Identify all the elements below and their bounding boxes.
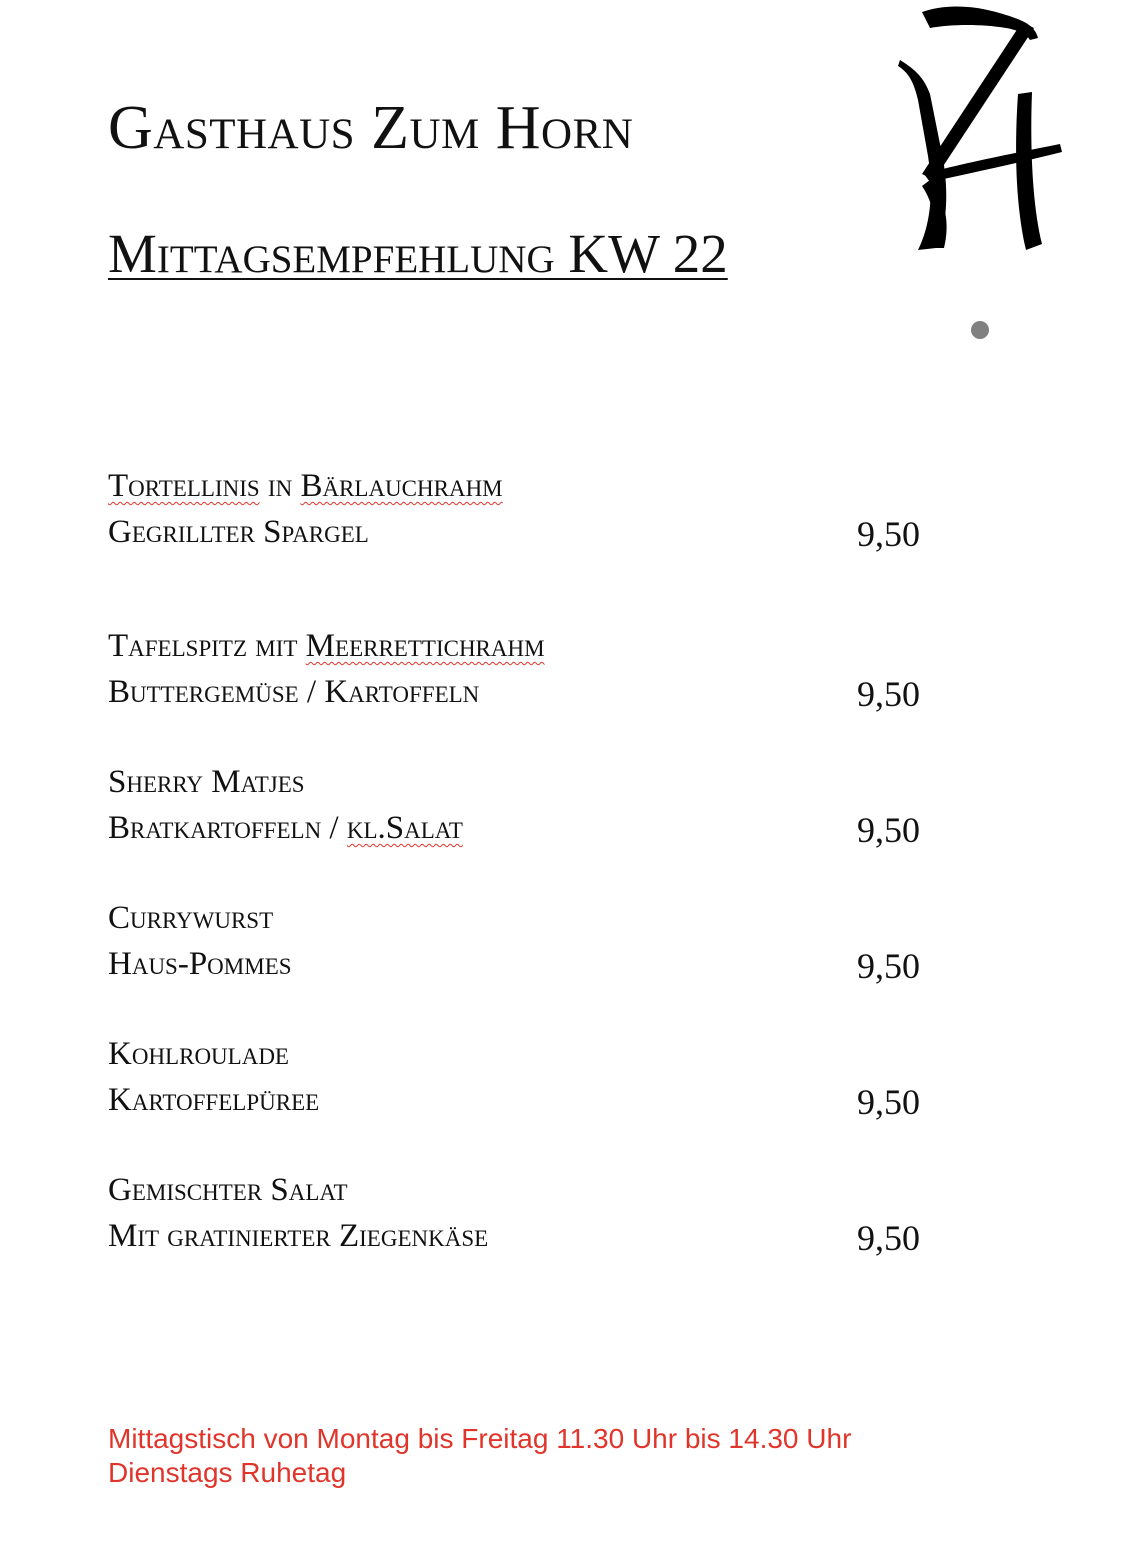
dish-side-part: kl.Salat (346, 810, 463, 846)
dish-price: 9,50 (857, 810, 920, 850)
menu-item (108, 1170, 928, 1262)
dish-name-part: in (259, 468, 301, 504)
dish-side: Kartoffelpüree (108, 1082, 320, 1118)
rest-day: Dienstags Ruhetag (108, 1457, 347, 1488)
menu-item (108, 1034, 928, 1126)
dish-name-part: Tafelspitz mit (108, 628, 306, 664)
menu-item (108, 762, 928, 854)
dish-side: Mit gratinierter Ziegenkäse (108, 1218, 489, 1254)
monogram-logo (890, 4, 1070, 254)
dish-name: Gemischter Salat (108, 1172, 348, 1208)
dish-price: 9,50 (857, 674, 920, 714)
dish-name (108, 626, 545, 666)
restaurant-name: Gasthaus Zum Horn (108, 94, 634, 162)
dish-name-part: Meerrettichrahm (305, 628, 545, 664)
gray-dot (971, 321, 989, 339)
dish-name (108, 466, 503, 506)
dish-name-part: Tortellinis (108, 468, 260, 504)
dish-price: 9,50 (857, 1218, 920, 1258)
dish-price: 9,50 (857, 946, 920, 986)
dish-side-part: Bratkartoffeln / (108, 810, 347, 846)
dish-side: Haus-Pommes (108, 946, 292, 982)
menu-item (108, 898, 928, 990)
dish-side: Gegrillter Spargel (108, 514, 369, 550)
menu-item (108, 466, 928, 558)
dish-name: Kohlroulade (108, 1036, 289, 1072)
opening-hours: Mittagstisch von Montag bis Freitag 11.30 Uhr bis 14.30 Uhr (108, 1423, 852, 1454)
dish-name-part: Bärlauchrahm (300, 468, 503, 504)
opening-hours-note (108, 1422, 851, 1490)
dish-side: Buttergemüse / Kartoffeln (108, 674, 480, 710)
dish-side (108, 808, 463, 848)
dish-name: Currywurst (108, 900, 274, 936)
menu-heading: Mittagsempfehlung KW 22 (108, 223, 728, 284)
dish-name: Sherry Matjes (108, 764, 305, 800)
dish-price: 9,50 (857, 1082, 920, 1122)
menu-list (108, 466, 928, 1262)
menu-item (108, 626, 928, 718)
dish-price: 9,50 (857, 514, 920, 554)
